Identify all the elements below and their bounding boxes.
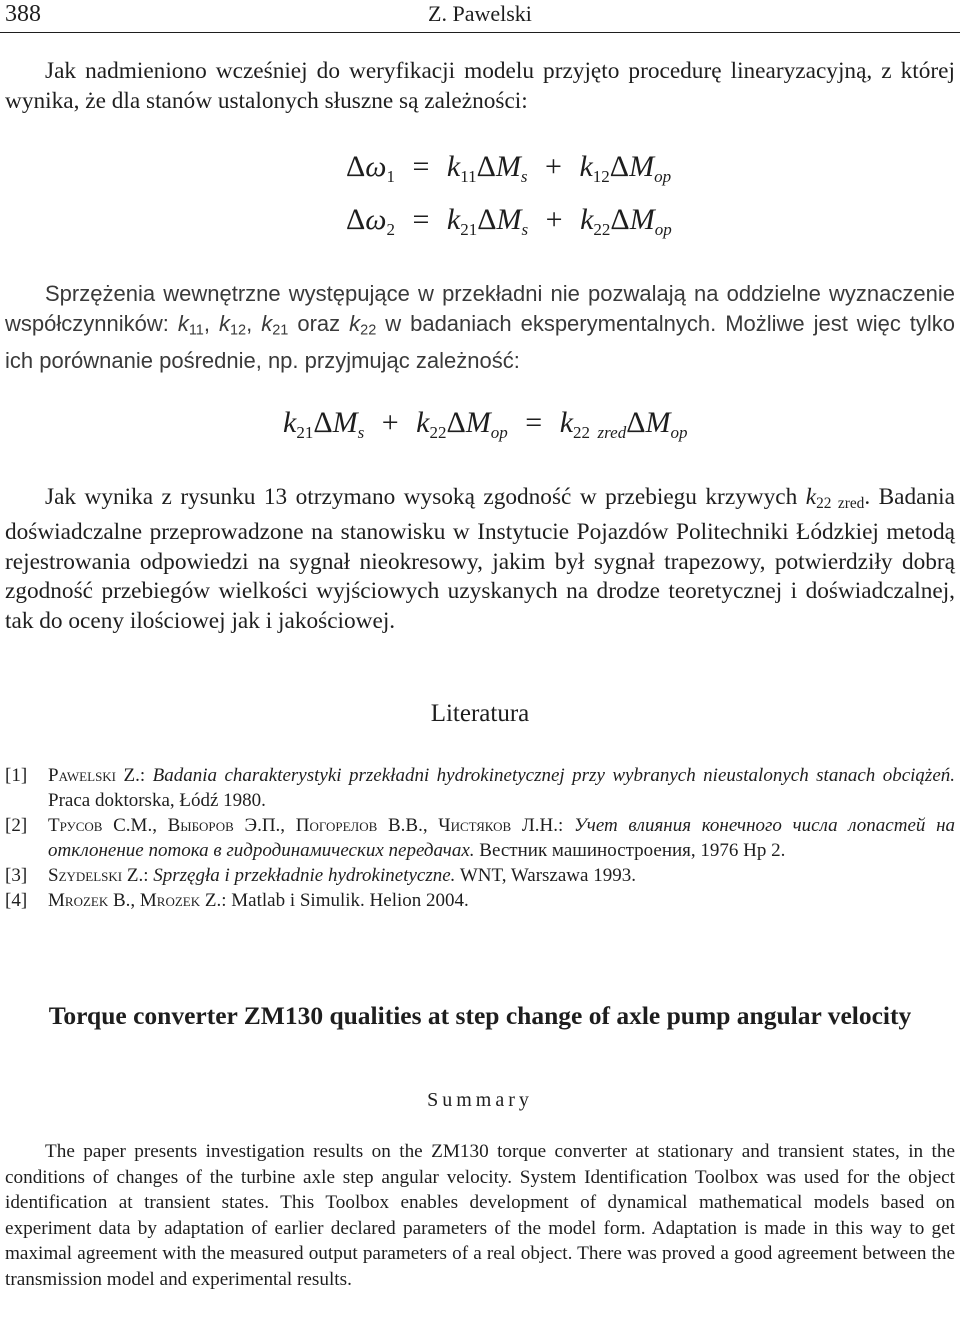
result-paragraph: Jak wynika z rysunku 13 otrzymano wysoką zgodność w przebiegu krzywych $k_{22 zred}$. Badania doświadczalne przeprowadzone na stanowisku w Instytucie Pojazdów Politechniki Łódzkiej metodą rejestrowania odpowiedzi na sygnał nieokresowy, jakim był sygnał trapezowy, potwierdziły dobrą zgodność przebiegów wielkości wyjściowych uzyskanych na drodze teoretycznej i doświadczalnej, tak do oceny ilościowej jak i jakościowej. [5, 484, 955, 634]
reference-item: [4] Mrozek B., Mrozek Z.: Matlab i Simulik. Helion 2004. [5, 890, 469, 911]
english-title: Torque converter ZM130 qualities at step change of axle pump angular velocity [48, 1001, 912, 1030]
equation-1: $\Delta\omega_1 = k_{11}\Delta M_s + k_{12}\Delta M_{op}$ [346, 150, 672, 186]
summary-heading: Summary [427, 1089, 533, 1111]
reference-item: [3] Szydelski Z.: Sprzęgła i przekładnie hydrokinetyczne. WNT, Warszawa 1993. [5, 865, 636, 886]
page-number: 388 [5, 1, 41, 27]
running-head: Z. Pawelski [428, 1, 532, 26]
reference-item: [2] Трусов С.М., Выборов Э.П., Погорелов В.В., Чистяков Л.Н.: Учет влияния конечного числа лопастей на отклонение потока в гидродинамических передачах. Вестник машиностроения, 1976 Нр 2. [5, 815, 956, 861]
intro-paragraph: Jak nadmieniono wcześniej do weryfikacji modelu przyjęto procedurę linearyzacyjną, z której wynika, że dla stanów ustalonych słuszne są zależności: [5, 58, 955, 114]
equation-2: $\Delta\omega_2 = k_{21}\Delta M_s + k_{22}\Delta M_{op}$ [346, 203, 672, 239]
literature-heading: Literatura [430, 700, 530, 727]
reference-list [5, 763, 955, 913]
coupling-paragraph: Sprzężenia wewnętrzne występujące w przekładni nie pozwalają na oddzielne wyznaczenie współczynników: $k_{11}$, $k_{12}$, $k_{21}$ oraz $k_{22}$ w badaniach eksperymentalnych. Możliwe jest więc tylko ich porównanie pośrednie, np. przyjmując zależność: [5, 281, 956, 373]
summary-paragraph: The paper presents investigation results on the ZM130 torque converter at stationary and transient states, in the conditions of changes of the turbine axle step angular velocity. System Identification Toolbox was used for the object identification at transient states. This Toolbox enables development of dynamical mathematical models based on experiment data by adaptation of earlier declared parameters of the model form. Adaptation is made in this way to get maximal agreement with the measured output parameters of a real object. There was proved a good agreement between the transmission model and experimental results. [5, 1141, 955, 1290]
page-header [0, 0, 960, 33]
equation-3: $k_{21}\Delta M_s + k_{22}\Delta M_{op} = k_{22}$ $_{zred}\Delta M_{op}$ [283, 406, 688, 442]
header-rule [0, 32, 960, 33]
reference-item: [1] Pawelski Z.: Badania charakterystyki przekładni hydrokinetycznej przy wybranych nieustalonych stanach obciążeń. Praca doktorska, Łódź 1980. [5, 765, 956, 811]
